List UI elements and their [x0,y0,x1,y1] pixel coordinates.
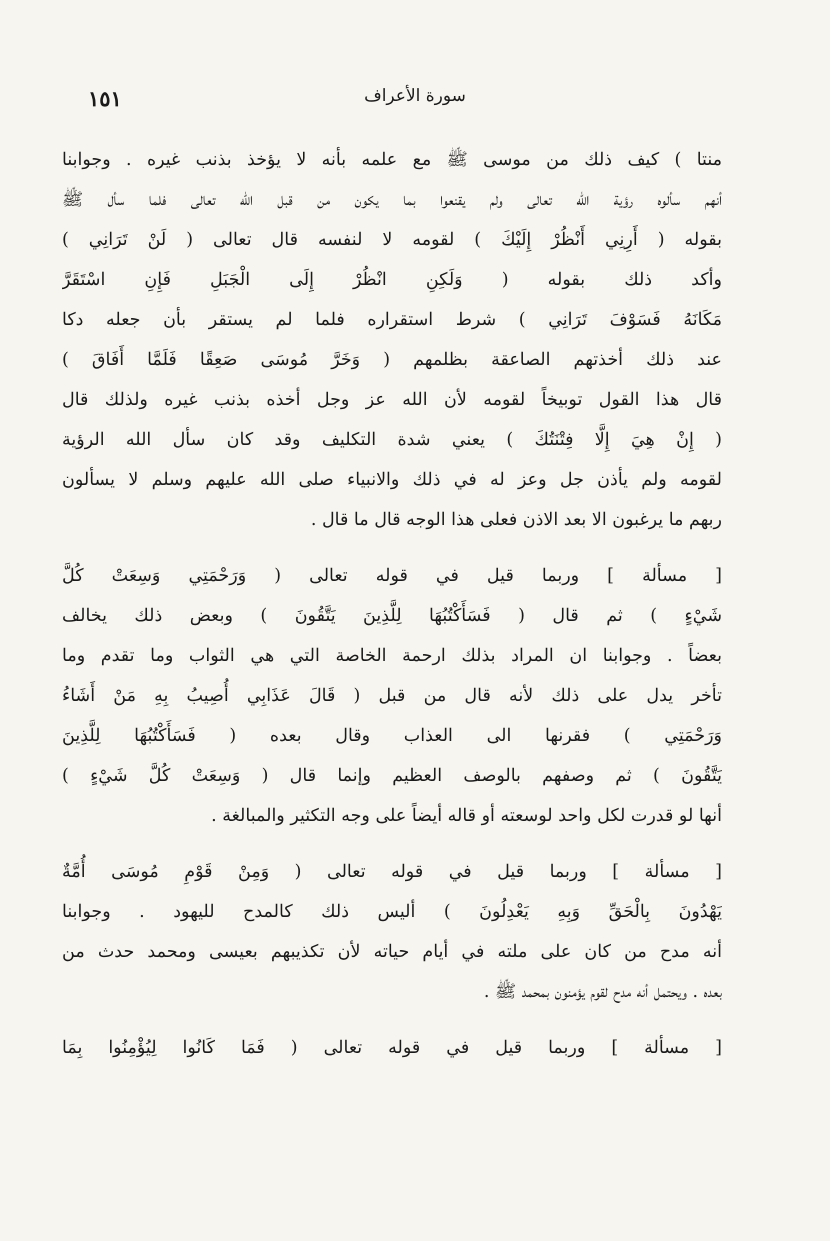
paragraph-2 [62,556,722,836]
page-number: ١٥١ [88,86,122,111]
paragraph-1 [62,140,722,540]
text-line: [ مسألة ] وربما قيل في قوله تعالى ( فَمَا كَانُوا لِيُؤْمِنُوا بِمَا [62,1038,722,1058]
text-line: يَهْدُونَ بِالْحَقِّ وَبِهِ يَعْدِلُونَ ) أليس ذلك كالمدح لليهود . وجوابنا [62,902,722,922]
text-line: قال هذا القول توبيخاً لقومه لأن الله عز وجل أخذه بذنب غيره ولذلك قال [62,390,722,410]
text-line: شَيْءٍ ) ثم قال ( فَسَأَكْتُبُهَا لِلَّذِينَ يَتَّقُونَ ) وبعض ذلك يخالف [62,606,722,626]
text-line: ربهم ما يرغبون الا بعد الاذن فعلى هذا الوجه قال ما قال . [310,510,722,530]
paragraph-3 [62,852,722,1012]
text-line: [ مسألة ] وربما قيل في قوله تعالى ( وَرَحْمَتِي وَسِعَتْ كُلَّ [62,566,722,586]
text-line: بقوله ( أَرِنِي أَنْظُرْ إِلَيْكَ ) لقومه لا لنفسه قال تعالى ( لَنْ تَرَانِي ) [62,230,722,250]
text-line: بعده . ويحتمل أنه مدح لقوم يؤمنون بمحمد ﷺ . [483,982,722,1002]
page-header [78,86,752,116]
text-line: أنهم سألوه رؤية الله تعالى ولم يقنعوا بما يكون من قبل الله تعالى فلما سأل ﷺ [62,190,722,210]
text-line: وَرَحْمَتِي ) فقرنها الى العذاب وقال بعده ( فَسَأَكْتُبُهَا لِلَّذِينَ [62,726,722,746]
paragraph-4 [62,1028,722,1068]
text-line: [ مسألة ] وربما قيل في قوله تعالى ( وَمِنْ قَوْمِ مُوسَى أُمَّةٌ [62,862,722,882]
text-line: لقومه ولم يأذن جل وعز له في ذلك والانبياء صلى الله عليهم وسلم لا يسألون [62,470,722,490]
text-line: أنه مدح من كان على ملته في أيام حياته لأن تكذيبهم بعيسى ومحمد حدث من [62,942,722,962]
text-line: وأكد ذلك بقوله ( وَلَكِنِ انْظُرْ إِلَى الْجَبَلِ فَإِنِ اسْتَقَرَّ [62,270,722,290]
text-line: يَتَّقُونَ ) ثم وصفهم بالوصف العظيم وإنما قال ( وَسِعَتْ كُلَّ شَيْءٍ ) [62,766,722,786]
body-text [62,140,722,1068]
text-line: أنها لو قدرت لكل واحد لوسعته أو قاله أيضاً على وجه التكثير والمبالغة . [211,806,722,826]
text-line: عند ذلك أخذتهم الصاعقة بظلمهم ( وَخَرَّ مُوسَى صَعِقًا فَلَمَّا أَفَاقَ ) [62,350,722,370]
text-line: مَكَانَهُ فَسَوْفَ تَرَانِي ) شرط استقراره فلما لم يستقر بأن جعله دكا [62,310,722,330]
running-title: سورة الأعراف [364,86,466,106]
text-line: تأخر يدل على ذلك لأنه قال من قبل ( قَالَ عَذَابِي أُصِيبُ بِهِ مَنْ أَشَاءُ [62,686,722,706]
text-line: ( إِنْ هِيَ إِلَّا فِتْنَتُكَ ) يعني شدة التكليف وقد كان سأل الله الرؤية [62,430,722,450]
text-line: منتا ) كيف ذلك من موسى ﷺ مع علمه بأنه لا يؤخذ بذنب غيره . وجوابنا [62,150,722,170]
text-line: بعضاً . وجوابنا ان المراد بذلك ارحمة الخاصة التي هي الثواب وما تقدم وما [62,646,722,666]
